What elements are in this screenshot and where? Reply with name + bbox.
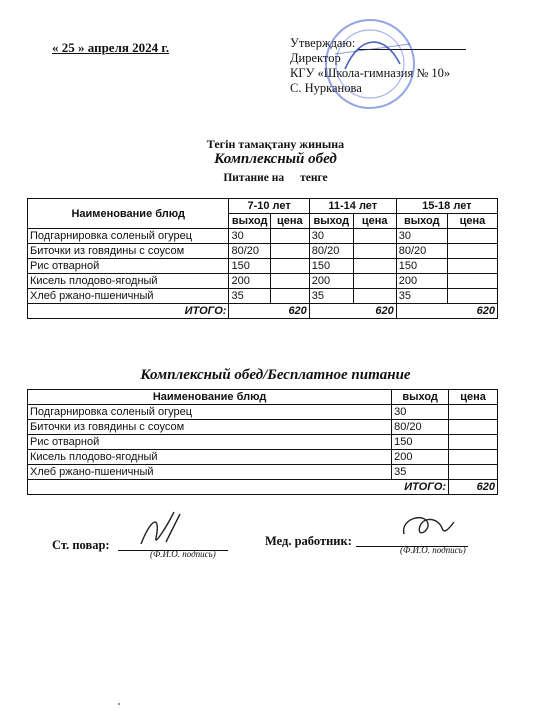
table-row (28, 435, 498, 450)
total-row (28, 480, 498, 495)
total-value: 620 (449, 480, 498, 495)
portion: 80/20 (309, 244, 353, 259)
portion: 35 (309, 289, 353, 304)
portion: 200 (396, 274, 447, 289)
total-label: ИТОГО: (28, 304, 229, 319)
portion: 150 (229, 259, 270, 274)
portion: 80/20 (396, 244, 447, 259)
portion: 30 (309, 229, 353, 244)
table-row (28, 289, 498, 304)
column-header-price: цена (449, 390, 498, 405)
menu-table-age-groups (27, 198, 498, 319)
portion: 30 (229, 229, 270, 244)
menu-table-free (27, 389, 498, 495)
portion: 150 (396, 259, 447, 274)
subheader-price: цена (270, 214, 309, 229)
portion: 30 (392, 405, 449, 420)
scan-dot (118, 703, 120, 705)
portion: 200 (229, 274, 270, 289)
total-row (28, 304, 498, 319)
total-value: 620 (229, 304, 309, 319)
portion: 200 (392, 450, 449, 465)
table-row (28, 244, 498, 259)
director-position: Директор (290, 51, 341, 65)
total-label: ИТОГО: (28, 480, 449, 495)
column-header-name: Наименование блюд (28, 199, 229, 229)
subtitle-right: тенге (300, 172, 328, 184)
portion: 30 (396, 229, 447, 244)
cook-hint: (Ф.И.О. подпись) (150, 549, 216, 559)
free-meal-title: Комплексный обед/Бесплатное питание (140, 367, 411, 383)
subtitle-left: Питание на (223, 172, 285, 184)
stamp-seal (315, 14, 425, 124)
table-row (28, 274, 498, 289)
dish-name: Подгарнировка соленый огурец (28, 229, 229, 244)
subheader-out: выход (309, 214, 353, 229)
group-header-15-18: 15-18 лет (396, 199, 497, 214)
dish-name: Рис отварной (28, 435, 392, 450)
table-row (28, 259, 498, 274)
dish-name: Подгарнировка соленый огурец (28, 405, 392, 420)
total-value: 620 (309, 304, 396, 319)
subheader-price: цена (447, 214, 497, 229)
portion: 200 (309, 274, 353, 289)
dish-name: Биточки из говядины с соусом (28, 420, 392, 435)
table-row (28, 229, 498, 244)
group-header-11-14: 11-14 лет (309, 199, 396, 214)
portion: 80/20 (392, 420, 449, 435)
portion: 35 (396, 289, 447, 304)
portion: 150 (309, 259, 353, 274)
column-header-out: выход (392, 390, 449, 405)
portion: 35 (229, 289, 270, 304)
subheader-out: выход (396, 214, 447, 229)
organization-name: КГУ «Школа-гимназия № 10» (290, 66, 451, 80)
dish-name: Биточки из говядины с соусом (28, 244, 229, 259)
dish-name: Кисель плодово-ягодный (28, 450, 392, 465)
subheader-price: цена (353, 214, 396, 229)
dish-name: Кисель плодово-ягодный (28, 274, 229, 289)
medic-signature (398, 510, 458, 544)
table-row (28, 420, 498, 435)
medic-signature-label: Мед. работник: (265, 534, 352, 548)
portion: 35 (392, 465, 449, 480)
director-name: С. Нурканова (290, 81, 362, 95)
menu-title: Комплексный обед (214, 151, 337, 167)
total-value: 620 (396, 304, 497, 319)
approve-label: Утверждаю: (290, 36, 356, 50)
kazakh-title: Тегін тамақтану жинына (206, 137, 345, 151)
cook-signature (136, 508, 186, 550)
portion: 80/20 (229, 244, 270, 259)
menu-subtitle (0, 172, 551, 184)
column-header-name: Наименование блюд (28, 390, 392, 405)
dish-name: Рис отварной (28, 259, 229, 274)
subheader-out: выход (229, 214, 270, 229)
table-row (28, 465, 498, 480)
table-row (28, 405, 498, 420)
dish-name: Хлеб ржано-пшеничный (28, 289, 229, 304)
cook-signature-label: Ст. повар: (52, 538, 110, 552)
dish-name: Хлеб ржано-пшеничный (28, 465, 392, 480)
document-date: « 25 » апреля 2024 г. (52, 40, 170, 55)
medic-hint: (Ф.И.О. подпись) (400, 545, 466, 555)
table-row (28, 450, 498, 465)
portion: 150 (392, 435, 449, 450)
group-header-7-10: 7-10 лет (229, 199, 309, 214)
